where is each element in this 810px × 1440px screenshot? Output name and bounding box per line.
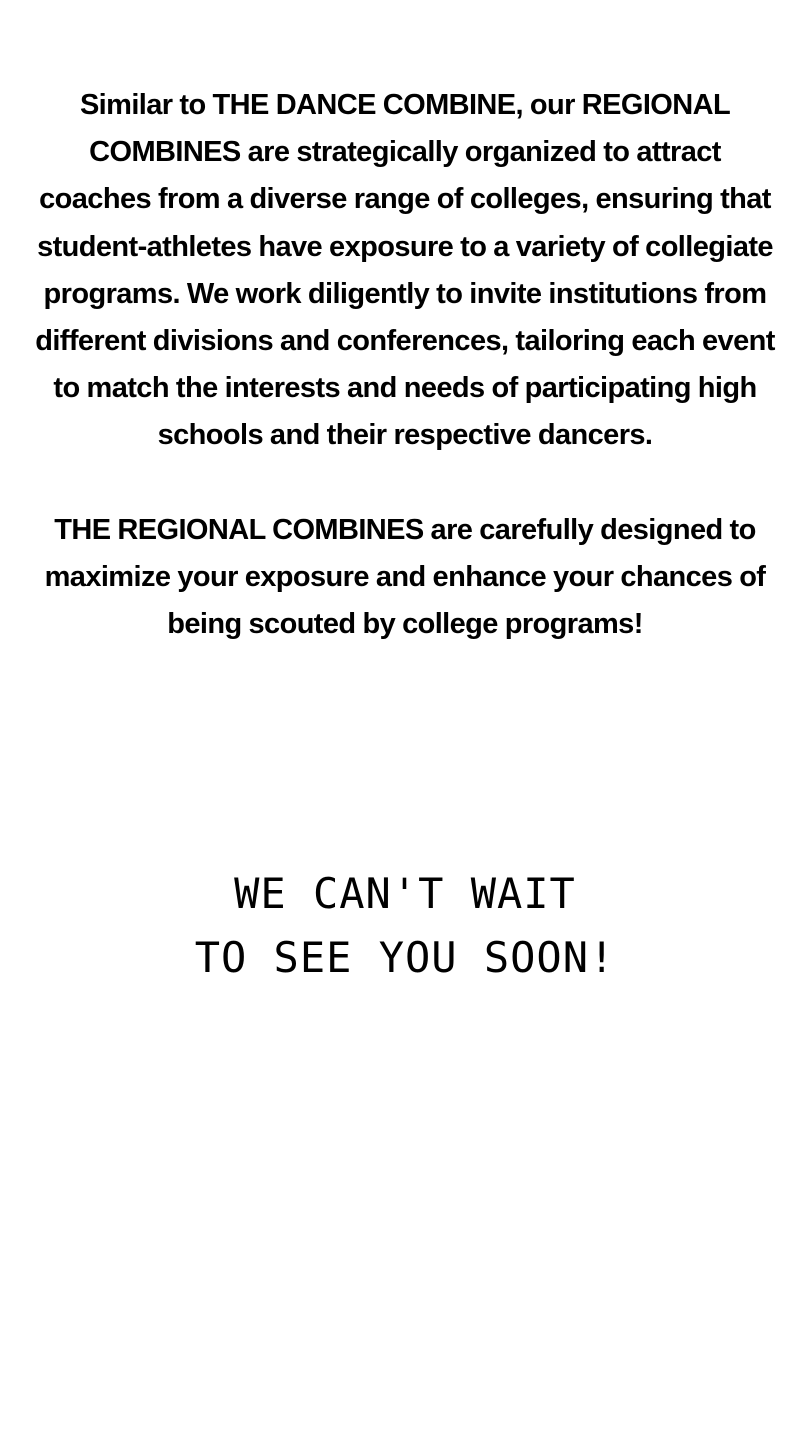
- closing-message: [0, 862, 810, 990]
- main-content: [0, 82, 810, 648]
- intro-paragraph: Similar to THE DANCE COMBINE, our REGIONAL COMBINES are strategically organized to attract coaches from a diverse range of colleges, ensuring that student-athletes have exposure to a variety of collegiate programs. We work diligently to invite institutions from different divisions and conferences, tailoring each event to match the interests and needs of participating high schools and their respective dancers.: [35, 89, 775, 452]
- closing-line-2: TO SEE YOU SOON!: [194, 933, 616, 982]
- closing-line-1: WE CAN'T WAIT: [234, 869, 576, 918]
- exposure-paragraph: THE REGIONAL COMBINES are carefully designed to maximize your exposure and enhance your chances of being scouted by college programs!: [44, 513, 766, 641]
